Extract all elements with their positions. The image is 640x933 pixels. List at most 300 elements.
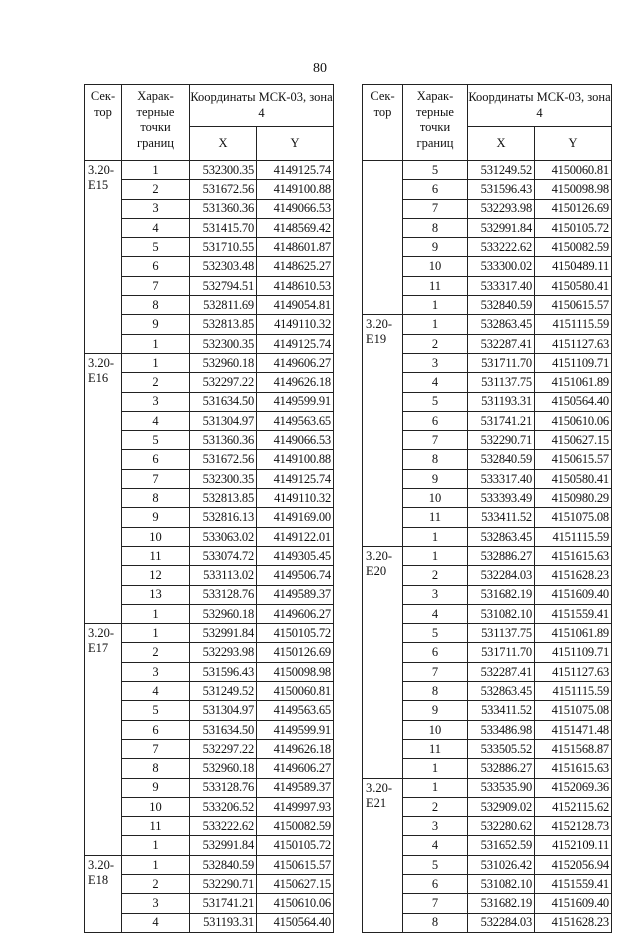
y-cell: 4151115.59 (535, 682, 612, 701)
point-cell: 6 (122, 720, 190, 739)
x-cell: 533486.98 (468, 720, 535, 739)
point-cell: 7 (403, 431, 468, 450)
x-cell: 531304.97 (190, 411, 257, 430)
point-cell: 7 (403, 199, 468, 218)
table-row (363, 315, 612, 334)
x-cell: 533074.72 (190, 546, 257, 565)
y-cell: 4150060.81 (535, 161, 612, 180)
point-cell: 9 (122, 315, 190, 334)
table-row (85, 720, 334, 739)
y-cell: 4149125.74 (257, 334, 334, 353)
table-row (85, 392, 334, 411)
x-cell: 533063.02 (190, 527, 257, 546)
x-cell: 533206.52 (190, 797, 257, 816)
point-cell: 2 (403, 797, 468, 816)
x-cell: 532794.51 (190, 276, 257, 295)
table-row (85, 874, 334, 893)
y-cell: 4149589.37 (257, 778, 334, 797)
table-row (85, 180, 334, 199)
sector-cell: 3.20-Е19 (363, 315, 403, 547)
x-cell: 531360.36 (190, 199, 257, 218)
point-cell: 3 (403, 817, 468, 836)
point-cell: 10 (122, 527, 190, 546)
y-cell: 4150126.69 (535, 199, 612, 218)
point-cell: 1 (122, 836, 190, 855)
table-row (85, 682, 334, 701)
y-cell: 4150489.11 (535, 257, 612, 276)
point-cell: 5 (122, 238, 190, 257)
y-cell: 4150580.41 (535, 469, 612, 488)
x-cell: 532960.18 (190, 604, 257, 623)
point-cell: 5 (403, 161, 468, 180)
y-cell: 4149066.53 (257, 431, 334, 450)
y-cell: 4151115.59 (535, 315, 612, 334)
sector-cell (363, 161, 403, 315)
point-cell: 1 (122, 855, 190, 874)
y-cell: 4148601.87 (257, 238, 334, 257)
y-cell: 4152115.62 (535, 797, 612, 816)
point-cell: 8 (122, 489, 190, 508)
table-row (85, 315, 334, 334)
x-cell: 532816.13 (190, 508, 257, 527)
point-cell: 3 (122, 199, 190, 218)
point-cell: 6 (122, 450, 190, 469)
table-row (85, 161, 334, 180)
point-cell: 9 (122, 508, 190, 527)
x-cell: 532960.18 (190, 759, 257, 778)
y-cell: 4151061.89 (535, 373, 612, 392)
point-cell: 12 (122, 566, 190, 585)
y-cell: 4150980.29 (535, 489, 612, 508)
table-row (85, 199, 334, 218)
point-cell: 5 (122, 701, 190, 720)
point-cell: 3 (403, 585, 468, 604)
header-points: Харак-терные точки границ (403, 85, 468, 161)
point-cell: 1 (122, 334, 190, 353)
page-number: 80 (313, 61, 327, 76)
y-cell: 4150098.98 (535, 180, 612, 199)
y-cell: 4150060.81 (257, 682, 334, 701)
point-cell: 11 (122, 817, 190, 836)
point-cell: 1 (403, 315, 468, 334)
point-cell: 13 (122, 585, 190, 604)
x-cell: 532813.85 (190, 315, 257, 334)
point-cell: 1 (403, 778, 468, 797)
y-cell: 4150126.69 (257, 643, 334, 662)
table-row (85, 276, 334, 295)
point-cell: 1 (403, 527, 468, 546)
y-cell: 4151609.40 (535, 894, 612, 913)
header-sector: Сек-тор (85, 85, 122, 161)
header-coords: Координаты МСК-03, зона 4 (190, 85, 334, 127)
table-row (85, 238, 334, 257)
table-row (85, 662, 334, 681)
header-x: X (190, 127, 257, 161)
y-cell: 4151471.48 (535, 720, 612, 739)
table-row (85, 431, 334, 450)
y-cell: 4150615.57 (257, 855, 334, 874)
point-cell: 1 (122, 604, 190, 623)
point-cell: 3 (403, 353, 468, 372)
y-cell: 4149606.27 (257, 604, 334, 623)
table-row (85, 546, 334, 565)
x-cell: 532886.27 (468, 759, 535, 778)
x-cell: 531082.10 (468, 874, 535, 893)
x-cell: 531249.52 (190, 682, 257, 701)
x-cell: 531193.31 (468, 392, 535, 411)
x-cell: 532840.59 (468, 450, 535, 469)
point-cell: 1 (403, 546, 468, 565)
x-cell: 532280.62 (468, 817, 535, 836)
y-cell: 4149599.91 (257, 720, 334, 739)
x-cell: 532287.41 (468, 334, 535, 353)
x-cell: 532290.71 (190, 874, 257, 893)
sector-cell: 3.20-Е18 (85, 855, 122, 932)
table-row (85, 855, 334, 874)
y-cell: 4151109.71 (535, 643, 612, 662)
table-row (85, 797, 334, 816)
x-cell: 531672.56 (190, 450, 257, 469)
y-cell: 4148569.42 (257, 218, 334, 237)
x-cell: 532287.41 (468, 662, 535, 681)
y-cell: 4150082.59 (535, 238, 612, 257)
y-cell: 4149506.74 (257, 566, 334, 585)
point-cell: 8 (122, 296, 190, 315)
y-cell: 4149125.74 (257, 161, 334, 180)
y-cell: 4150564.40 (257, 913, 334, 932)
table-row (85, 508, 334, 527)
point-cell: 11 (403, 739, 468, 758)
y-cell: 4149626.18 (257, 373, 334, 392)
y-cell: 4151559.41 (535, 874, 612, 893)
header-coords: Координаты МСК-03, зона 4 (468, 85, 612, 127)
x-cell: 532293.98 (468, 199, 535, 218)
x-cell: 531249.52 (468, 161, 535, 180)
point-cell: 9 (403, 469, 468, 488)
point-cell: 9 (403, 238, 468, 257)
table-row (85, 701, 334, 720)
y-cell: 4149305.45 (257, 546, 334, 565)
table-row (85, 411, 334, 430)
x-cell: 532991.84 (190, 624, 257, 643)
y-cell: 4148625.27 (257, 257, 334, 276)
point-cell: 4 (122, 682, 190, 701)
point-cell: 1 (122, 353, 190, 372)
y-cell: 4150580.41 (535, 276, 612, 295)
point-cell: 10 (403, 489, 468, 508)
table-row (85, 469, 334, 488)
table-row (363, 161, 612, 180)
table-row (363, 778, 612, 797)
sector-cell: 3.20-Е15 (85, 161, 122, 354)
table-row (85, 450, 334, 469)
y-cell: 4150615.57 (535, 296, 612, 315)
header-y: Y (257, 127, 334, 161)
y-cell: 4151127.63 (535, 662, 612, 681)
y-cell: 4149589.37 (257, 585, 334, 604)
x-cell: 531304.97 (190, 701, 257, 720)
x-cell: 533300.02 (468, 257, 535, 276)
y-cell: 4150098.98 (257, 662, 334, 681)
point-cell: 11 (403, 508, 468, 527)
x-cell: 533128.76 (190, 778, 257, 797)
x-cell: 532300.35 (190, 161, 257, 180)
x-cell: 533393.49 (468, 489, 535, 508)
x-cell: 532991.84 (190, 836, 257, 855)
x-cell: 533128.76 (190, 585, 257, 604)
x-cell: 531711.70 (468, 643, 535, 662)
y-cell: 4149066.53 (257, 199, 334, 218)
x-cell: 532991.84 (468, 218, 535, 237)
x-cell: 531672.56 (190, 180, 257, 199)
point-cell: 3 (122, 662, 190, 681)
table-row (363, 546, 612, 565)
point-cell: 9 (403, 701, 468, 720)
point-cell: 6 (403, 874, 468, 893)
point-cell: 2 (403, 566, 468, 585)
coordinates-table-right (362, 84, 612, 933)
y-cell: 4149110.32 (257, 489, 334, 508)
y-cell: 4149100.88 (257, 450, 334, 469)
y-cell: 4150627.15 (535, 431, 612, 450)
x-cell: 532300.35 (190, 334, 257, 353)
table-row (85, 778, 334, 797)
table-row (85, 257, 334, 276)
x-cell: 532840.59 (468, 296, 535, 315)
table-row (85, 527, 334, 546)
y-cell: 4151075.08 (535, 701, 612, 720)
x-cell: 533317.40 (468, 469, 535, 488)
table-row (85, 836, 334, 855)
y-cell: 4150627.15 (257, 874, 334, 893)
table-row (85, 913, 334, 932)
sector-cell: 3.20-Е21 (363, 778, 403, 932)
point-cell: 7 (403, 894, 468, 913)
x-cell: 531711.70 (468, 353, 535, 372)
table-row (85, 489, 334, 508)
point-cell: 3 (122, 894, 190, 913)
x-cell: 531682.19 (468, 894, 535, 913)
x-cell: 533317.40 (468, 276, 535, 295)
table-row (85, 817, 334, 836)
y-cell: 4150105.72 (535, 218, 612, 237)
x-cell: 531193.31 (190, 913, 257, 932)
point-cell: 5 (403, 855, 468, 874)
x-cell: 533222.62 (190, 817, 257, 836)
y-cell: 4150615.57 (535, 450, 612, 469)
x-cell: 532303.48 (190, 257, 257, 276)
y-cell: 4151615.63 (535, 759, 612, 778)
point-cell: 9 (122, 778, 190, 797)
point-cell: 1 (403, 296, 468, 315)
point-cell: 4 (403, 604, 468, 623)
table-row (85, 624, 334, 643)
table-row (85, 334, 334, 353)
sector-cell: 3.20-Е16 (85, 353, 122, 623)
table-row (85, 759, 334, 778)
header-x: X (468, 127, 535, 161)
point-cell: 6 (403, 411, 468, 430)
point-cell: 2 (122, 373, 190, 392)
y-cell: 4152128.73 (535, 817, 612, 836)
point-cell: 8 (122, 759, 190, 778)
point-cell: 10 (403, 257, 468, 276)
x-cell: 531082.10 (468, 604, 535, 623)
point-cell: 2 (122, 643, 190, 662)
x-cell: 533535.90 (468, 778, 535, 797)
y-cell: 4149110.32 (257, 315, 334, 334)
x-cell: 531137.75 (468, 373, 535, 392)
x-cell: 532811.69 (190, 296, 257, 315)
x-cell: 531741.21 (468, 411, 535, 430)
y-cell: 4151628.23 (535, 566, 612, 585)
y-cell: 4151615.63 (535, 546, 612, 565)
x-cell: 532293.98 (190, 643, 257, 662)
y-cell: 4148610.53 (257, 276, 334, 295)
x-cell: 532886.27 (468, 546, 535, 565)
table-row (85, 585, 334, 604)
y-cell: 4151109.71 (535, 353, 612, 372)
point-cell: 1 (122, 624, 190, 643)
x-cell: 532909.02 (468, 797, 535, 816)
y-cell: 4149563.65 (257, 411, 334, 430)
x-cell: 531634.50 (190, 392, 257, 411)
point-cell: 1 (403, 759, 468, 778)
y-cell: 4149563.65 (257, 701, 334, 720)
point-cell: 5 (403, 392, 468, 411)
y-cell: 4150105.72 (257, 624, 334, 643)
point-cell: 11 (122, 546, 190, 565)
y-cell: 4149626.18 (257, 739, 334, 758)
x-cell: 531137.75 (468, 624, 535, 643)
header-y: Y (535, 127, 612, 161)
y-cell: 4149125.74 (257, 469, 334, 488)
table-row (85, 373, 334, 392)
x-cell: 531026.42 (468, 855, 535, 874)
y-cell: 4149997.93 (257, 797, 334, 816)
x-cell: 533411.52 (468, 508, 535, 527)
point-cell: 4 (403, 373, 468, 392)
y-cell: 4151115.59 (535, 527, 612, 546)
point-cell: 2 (122, 874, 190, 893)
y-cell: 4149606.27 (257, 353, 334, 372)
sector-cell: 3.20-Е20 (363, 546, 403, 778)
x-cell: 531682.19 (468, 585, 535, 604)
point-cell: 4 (122, 913, 190, 932)
y-cell: 4150610.06 (535, 411, 612, 430)
x-cell: 532284.03 (468, 913, 535, 932)
table-row (85, 643, 334, 662)
x-cell: 532863.45 (468, 315, 535, 334)
point-cell: 4 (122, 218, 190, 237)
table-row (85, 218, 334, 237)
table-row (85, 566, 334, 585)
x-cell: 532300.35 (190, 469, 257, 488)
y-cell: 4149122.01 (257, 527, 334, 546)
y-cell: 4151075.08 (535, 508, 612, 527)
point-cell: 3 (122, 392, 190, 411)
y-cell: 4152056.94 (535, 855, 612, 874)
y-cell: 4149606.27 (257, 759, 334, 778)
y-cell: 4152069.36 (535, 778, 612, 797)
x-cell: 532297.22 (190, 373, 257, 392)
x-cell: 533222.62 (468, 238, 535, 257)
x-cell: 532813.85 (190, 489, 257, 508)
x-cell: 532284.03 (468, 566, 535, 585)
point-cell: 4 (403, 836, 468, 855)
x-cell: 532297.22 (190, 739, 257, 758)
coordinates-table-left (84, 84, 334, 933)
point-cell: 5 (122, 431, 190, 450)
y-cell: 4151061.89 (535, 624, 612, 643)
x-cell: 531652.59 (468, 836, 535, 855)
point-cell: 6 (403, 643, 468, 662)
point-cell: 1 (122, 161, 190, 180)
x-cell: 533113.02 (190, 566, 257, 585)
x-cell: 533411.52 (468, 701, 535, 720)
point-cell: 10 (403, 720, 468, 739)
point-cell: 10 (122, 797, 190, 816)
table-row (85, 296, 334, 315)
x-cell: 532290.71 (468, 431, 535, 450)
y-cell: 4151609.40 (535, 585, 612, 604)
y-cell: 4151568.87 (535, 739, 612, 758)
x-cell: 532863.45 (468, 527, 535, 546)
point-cell: 6 (122, 257, 190, 276)
point-cell: 8 (403, 450, 468, 469)
y-cell: 4149100.88 (257, 180, 334, 199)
point-cell: 7 (122, 276, 190, 295)
point-cell: 6 (403, 180, 468, 199)
x-cell: 531596.43 (190, 662, 257, 681)
x-cell: 531415.70 (190, 218, 257, 237)
y-cell: 4152109.11 (535, 836, 612, 855)
point-cell: 8 (403, 913, 468, 932)
y-cell: 4151628.23 (535, 913, 612, 932)
sector-cell: 3.20-Е17 (85, 624, 122, 856)
header-points: Харак-терные точки границ (122, 85, 190, 161)
y-cell: 4150105.72 (257, 836, 334, 855)
x-cell: 532863.45 (468, 682, 535, 701)
x-cell: 532960.18 (190, 353, 257, 372)
x-cell: 533505.52 (468, 739, 535, 758)
point-cell: 7 (403, 662, 468, 681)
point-cell: 11 (403, 276, 468, 295)
header-sector: Сек-тор (363, 85, 403, 161)
x-cell: 531634.50 (190, 720, 257, 739)
y-cell: 4149054.81 (257, 296, 334, 315)
x-cell: 531596.43 (468, 180, 535, 199)
x-cell: 531741.21 (190, 894, 257, 913)
table-row (85, 604, 334, 623)
point-cell: 8 (403, 218, 468, 237)
x-cell: 532840.59 (190, 855, 257, 874)
table-row (85, 894, 334, 913)
point-cell: 7 (122, 469, 190, 488)
y-cell: 4149599.91 (257, 392, 334, 411)
x-cell: 531710.55 (190, 238, 257, 257)
table-row (85, 739, 334, 758)
y-cell: 4151127.63 (535, 334, 612, 353)
point-cell: 2 (403, 334, 468, 353)
point-cell: 5 (403, 624, 468, 643)
point-cell: 8 (403, 682, 468, 701)
table-row (85, 353, 334, 372)
point-cell: 4 (122, 411, 190, 430)
point-cell: 2 (122, 180, 190, 199)
y-cell: 4149169.00 (257, 508, 334, 527)
x-cell: 531360.36 (190, 431, 257, 450)
